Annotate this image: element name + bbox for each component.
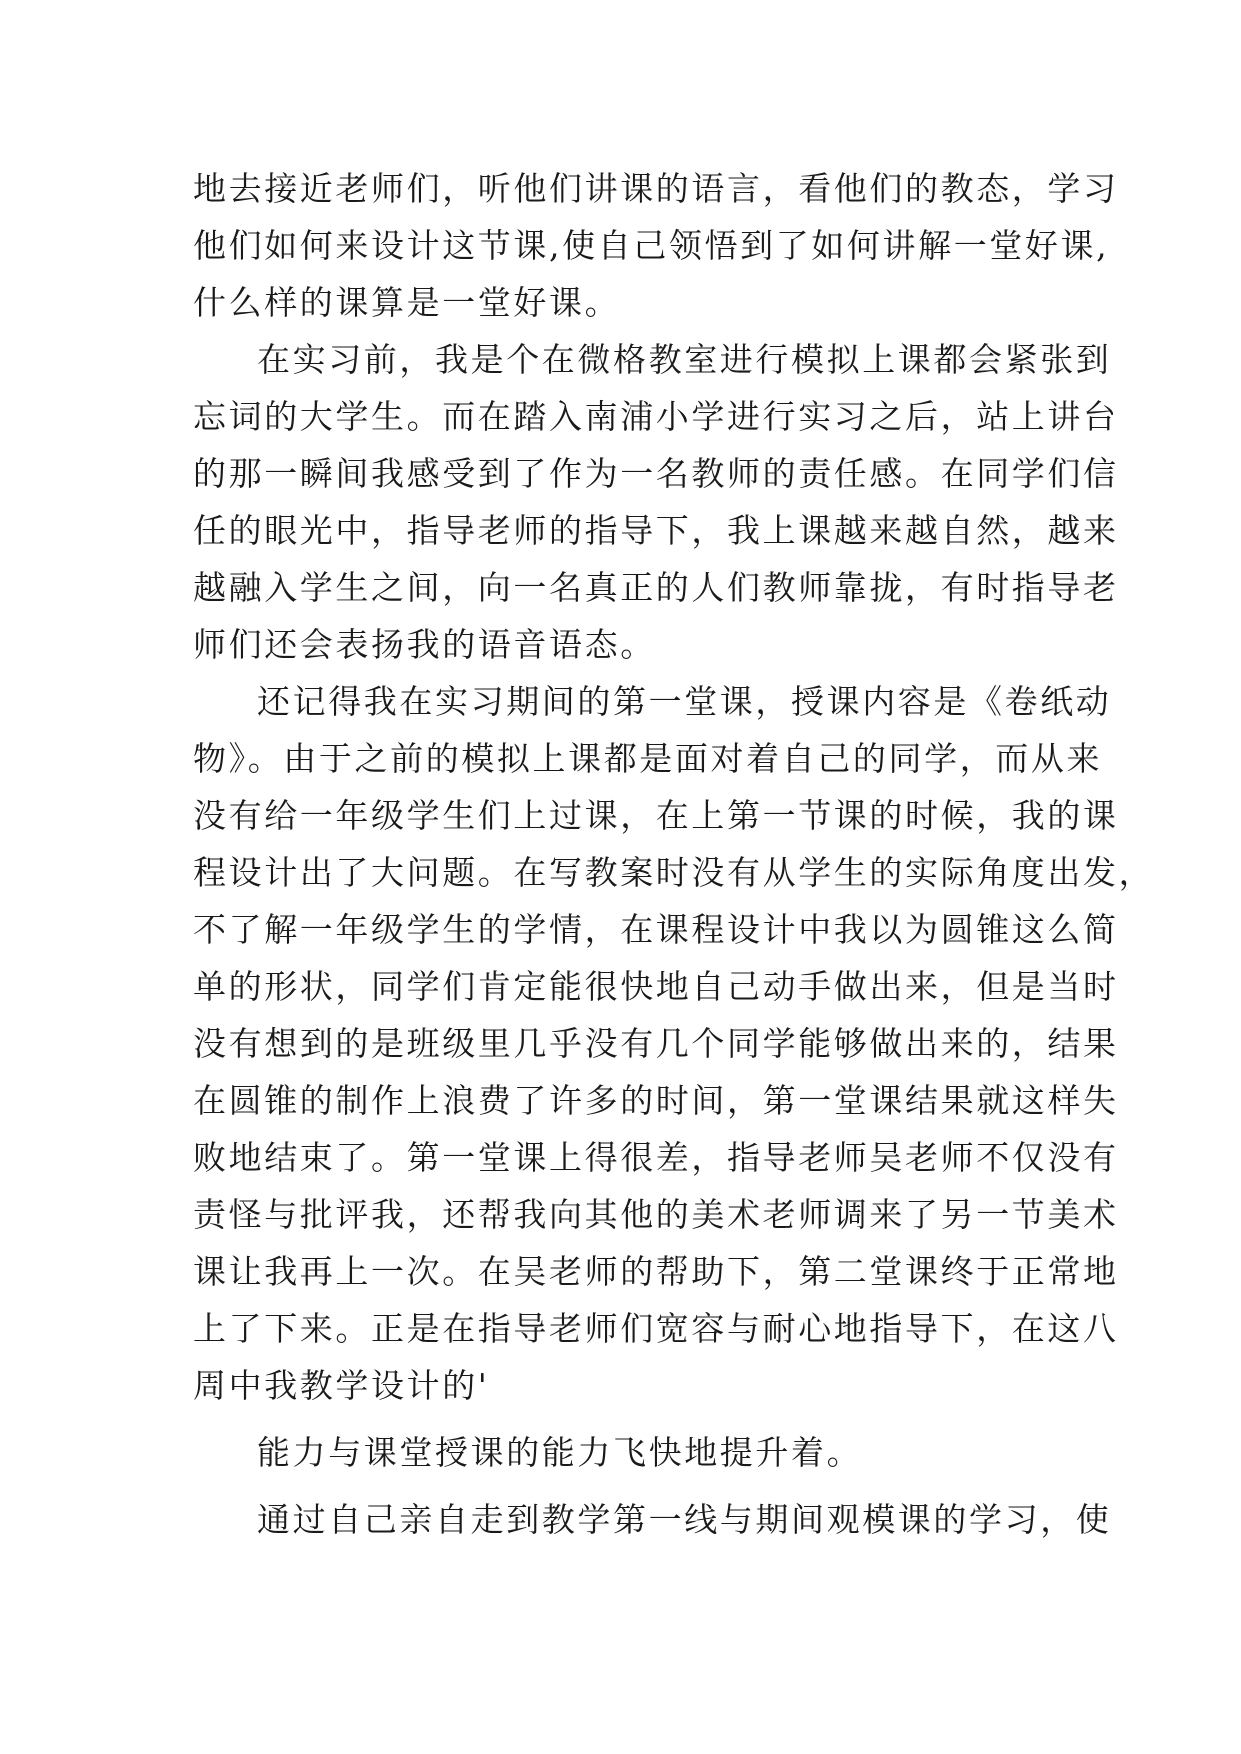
text-line: 周中我教学设计的': [193, 1366, 490, 1405]
text-line: 没有想到的是班级里几乎没有几个同学能够做出来的，结果: [193, 1024, 1119, 1063]
paragraph-start-line: 通过自己亲自走到教学第一线与期间观模课的学习，使: [257, 1500, 1112, 1539]
text-line: 在圆锥的制作上浪费了许多的时间，第一堂课结果就这样失: [193, 1081, 1119, 1120]
text-line: 课让我再上一次。在吴老师的帮助下，第二堂课终于正常地: [193, 1252, 1119, 1291]
text-line: 单的形状，同学们肯定能很快地自己动手做出来，但是当时: [193, 967, 1119, 1006]
text-line: 他们如何来设计这节课,使自己领悟到了如何讲解一堂好课,: [193, 226, 1110, 265]
text-line: 物》。由于之前的模拟上课都是面对着自己的同学，而从来: [193, 739, 1103, 778]
text-line: 师们还会表扬我的语音语态。: [193, 625, 656, 664]
text-line: 上了下来。正是在指导老师们宽容与耐心地指导下，在这八: [193, 1309, 1119, 1348]
text-line: 地去接近老师们，听他们讲课的语言，看他们的教态，学习: [193, 169, 1119, 208]
text-line: 忘词的大学生。而在踏入南浦小学进行实习之后，站上讲台: [193, 397, 1119, 436]
text-line: 的那一瞬间我感受到了作为一名教师的责任感。在同学们信: [193, 454, 1119, 493]
text-line: 败地结束了。第一堂课上得很差，指导老师吴老师不仅没有: [193, 1138, 1119, 1177]
text-line: 任的眼光中，指导老师的指导下，我上课越来越自然，越来: [193, 511, 1119, 550]
text-line: 什么样的课算是一堂好课。: [193, 283, 621, 322]
text-line: 不了解一年级学生的学情，在课程设计中我以为圆锥这么简: [193, 910, 1119, 949]
text-line: 责怪与批评我，还帮我向其他的美术老师调来了另一节美术: [193, 1195, 1119, 1234]
text-line: 没有给一年级学生们上过课，在上第一节课的时候，我的课: [193, 796, 1119, 835]
text-line: 程设计出了大问题。在写教案时没有从学生的实际角度出发，: [193, 853, 1155, 892]
paragraph-start-line: 还记得我在实习期间的第一堂课，授课内容是《卷纸动: [257, 682, 1112, 721]
text-line: 越融入学生之间，向一名真正的人们教师靠拢，有时指导老: [193, 568, 1119, 607]
paragraph-start-line: 在实习前，我是个在微格教室进行模拟上课都会紧张到: [257, 340, 1112, 379]
body-text: [193, 160, 1155, 1548]
paragraph-start-line: 能力与课堂授课的能力飞快地提升着。: [257, 1433, 863, 1472]
